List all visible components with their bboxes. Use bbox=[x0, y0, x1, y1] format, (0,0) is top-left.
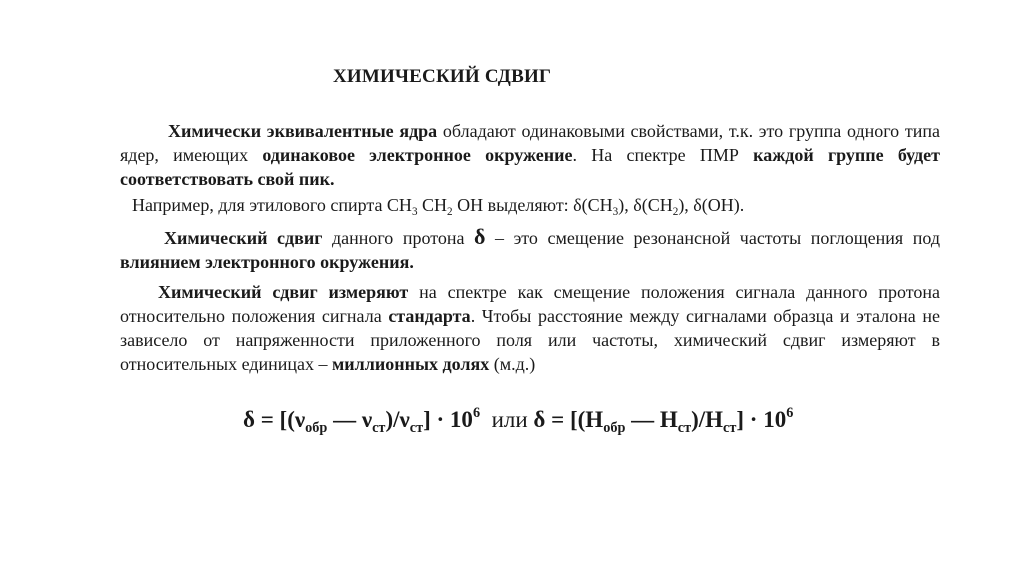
term-standard: стандарта bbox=[388, 306, 471, 326]
paragraph-equivalent-nuclei: Химически эквивалентные ядра обладают одинаковыми свойствами, т.к. это группа одного типа ядер, имеющих одинаковое электронное окружение. На спектре ПМР каждой группе будет соответствовать свой пик. bbox=[120, 121, 940, 189]
page-title: ХИМИЧЕСКИЙ СДВИГ bbox=[333, 66, 552, 87]
term-electronic-environment: одинаковое электронное окружение bbox=[262, 145, 573, 165]
delta-symbol: δ bbox=[474, 224, 486, 249]
term-own-peak: каждой группе будет соответствовать свой пик. bbox=[120, 145, 940, 189]
chemical-shift-formula: $\delta = [(\nu_{обр}$ — $\nu_{ст})/\nu_{ст}] \cdot 10^6$ или $\delta = [(Н_{обр}$ — $Н_{ст})/Н_{ст}] \cdot 10^6$ bbox=[243, 405, 794, 436]
paragraph-ethanol-example: Например, для этилового спирта $СН_3$ $СН_2$ ОН выделяют: $\delta(СН_3)$, $\delta(СН_2)$, δ(ОН). bbox=[132, 195, 745, 218]
term-chemical-shift: Химический сдвиг bbox=[164, 228, 323, 248]
term-equivalent-nuclei: Химически эквивалентные ядра bbox=[168, 121, 438, 141]
paragraph-chemical-shift-definition: Химический сдвиг данного протона δ – это смещение резонансной частоты поглощения под влиянием электронного окружения. bbox=[120, 224, 941, 272]
term-ppm: миллионных долях bbox=[332, 354, 490, 374]
formula-or: или bbox=[480, 407, 534, 432]
term-influence-environment: влиянием электронного окружения. bbox=[120, 252, 414, 272]
paragraph-measurement: Химический сдвиг измеряют на спектре как смещение положения сигнала данного протона относительно положения сигнала стандарта. Чтобы расстояние между сигналами образца и эталона не зависело от напряженности приложенного поля или частоты, химический сдвиг измеряют в относительных единицах – миллионных долях (м.д.) bbox=[120, 282, 940, 374]
term-shift-measured: Химический сдвиг измеряют bbox=[158, 282, 409, 302]
